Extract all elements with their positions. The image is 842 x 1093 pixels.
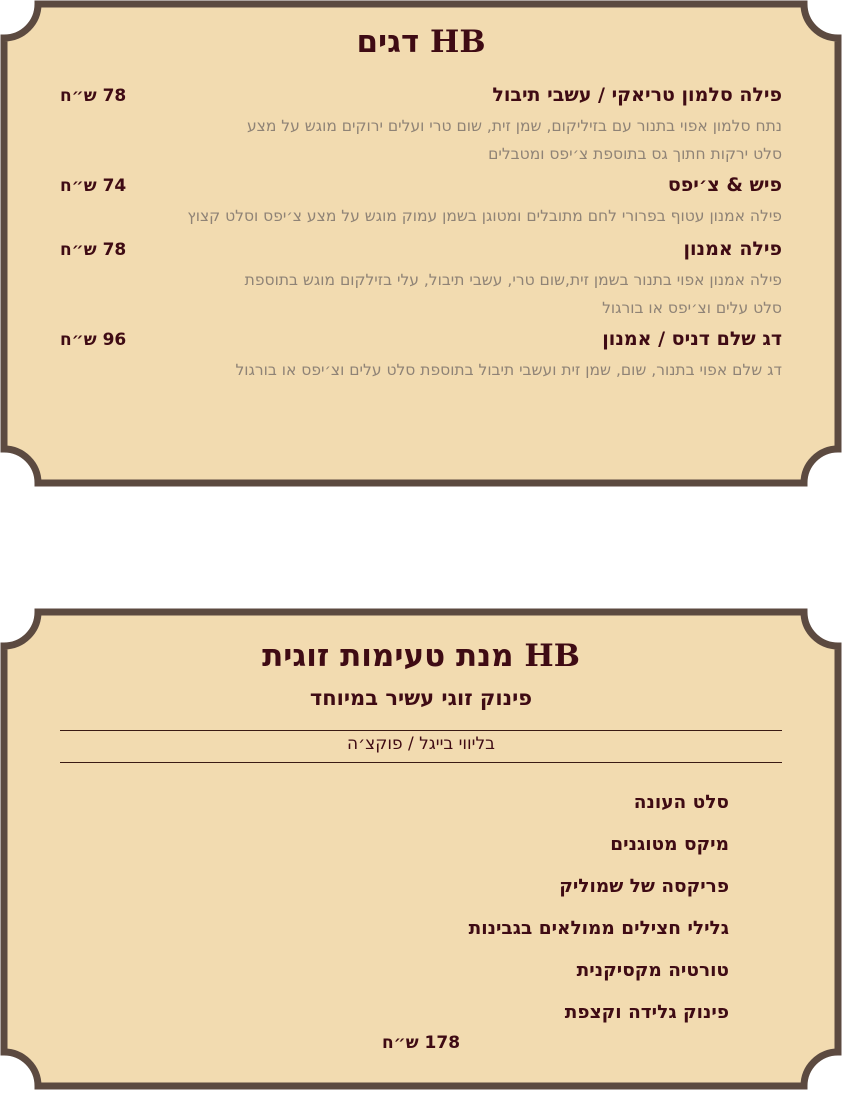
menu-item-salmon	[60, 84, 782, 168]
course-item: גלילי חצילים ממולאים בגבינות	[468, 918, 729, 939]
menu-item-price: 78 ש״ח	[60, 86, 127, 106]
menu-item-name: פילה סלמון טריאקי / עשבי תיבול	[492, 84, 782, 106]
course-item: סלט העונה	[633, 792, 729, 813]
fish-menu-title-text: דגים	[356, 24, 420, 60]
menu-item-name: פילה אמנון	[683, 238, 782, 260]
fish-menu-title	[0, 22, 842, 62]
menu-item-description: סלט עלים וצ׳יפס או בורגול	[602, 299, 782, 317]
menu-item-description: סלט ירקות חתוך גס בתוספת צ׳יפס ומטבלים	[488, 145, 782, 163]
divider-top	[60, 730, 782, 731]
menu-item-whole-fish	[60, 328, 782, 384]
menu-item-price: 78 ש״ח	[60, 240, 127, 260]
combo-menu-price: 178 ש״ח	[381, 1033, 461, 1053]
menu-item-description: נתח סלמון אפוי בתנור עם בזיליקום, שמן זית, שום טרי ועלים ירוקים מוגש על מצע	[246, 117, 782, 135]
menu-item-description: פילה אמנון אפוי בתנור בשמן זית,שום טרי, עשבי תיבול, עלי בזילקום מוגש בתוספת	[244, 271, 782, 289]
menu-item-price: 74 ש״ח	[60, 176, 127, 196]
combo-menu-panel	[0, 604, 842, 1093]
menu-item-name: דג שלם דניס / אמנון	[602, 328, 782, 350]
menu-item-price: 96 ש״ח	[60, 330, 127, 350]
menu-item-fish-chips	[60, 174, 782, 230]
menu-item-name: פיש & צ׳יפס	[667, 174, 782, 196]
combo-menu-title	[0, 636, 842, 676]
combo-menu-accompaniment: בליווי בייגל / פוקצ׳ה	[347, 734, 495, 754]
course-item: מיקס מטוגנים	[610, 834, 729, 855]
divider-bottom	[60, 762, 782, 763]
combo-menu-title-brand: HB	[524, 638, 580, 674]
menu-item-description: פילה אמנון עטוף בפרורי לחם מתובלים ומטוגן בשמן עמוק מוגש על מצע צ׳יפס וסלט קצוץ	[187, 207, 782, 225]
course-item: פריקסה של שמוליק	[559, 876, 729, 897]
combo-menu-title-text: מנת טעימות זוגית	[262, 638, 514, 674]
fish-menu-title-brand: HB	[430, 24, 486, 60]
fish-menu-panel	[0, 0, 842, 490]
menu-item-tilapia-fillet	[60, 238, 782, 322]
course-item: פינוק גלידה וקצפת	[564, 1002, 729, 1023]
menu-item-description: דג שלם אפוי בתנור, שום, שמן זית ועשבי תיבול בתוספת סלט עלים וצ׳יפס או בורגול	[235, 361, 782, 379]
course-item: טורטיה מקסיקנית	[576, 960, 729, 981]
combo-menu-subtitle: פינוק זוגי עשיר במיוחד	[309, 686, 533, 710]
